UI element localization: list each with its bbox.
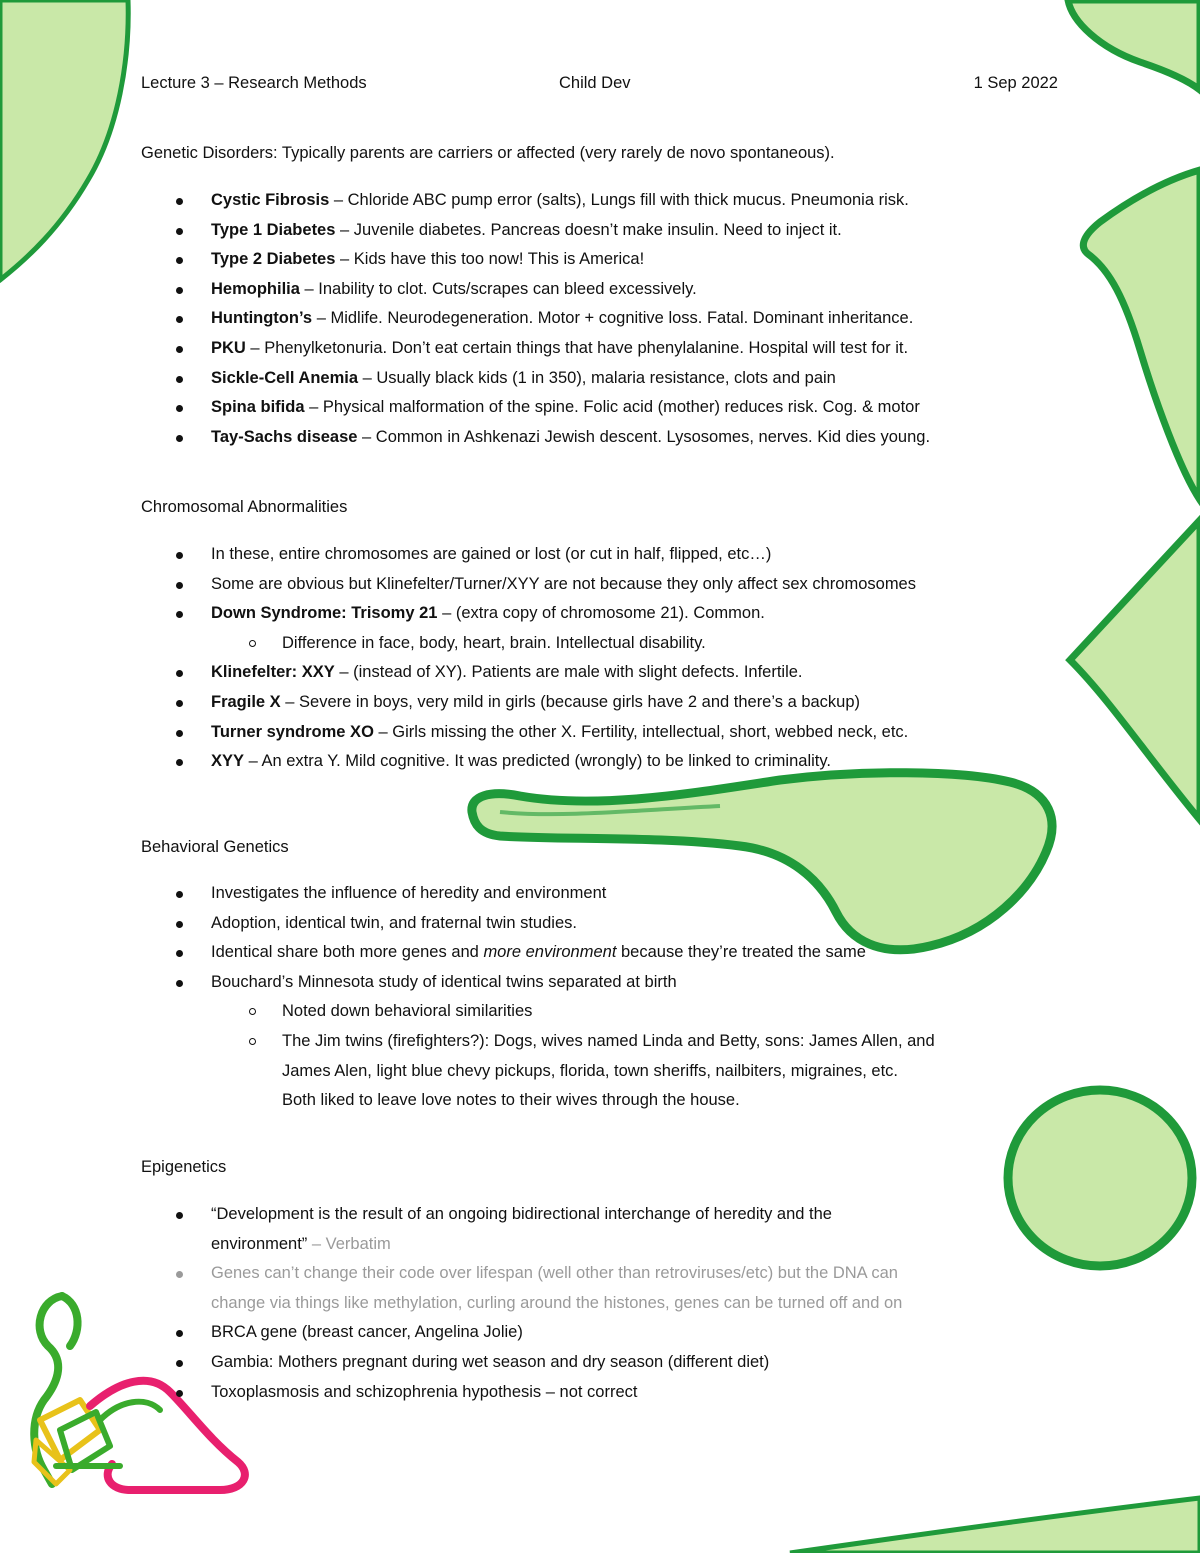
list-item: Bouchard’s Minnesota study of identical twins separated at birth xyxy=(0,968,1071,998)
chromosomal-heading: Chromosomal Abnormalities xyxy=(141,498,348,516)
sub-list-item: Difference in face, body, heart, brain. Intellectual disability. xyxy=(0,629,1142,659)
sub-list-item-continued: James Alen, light blue chevy pickups, florida, town sheriffs, nailbiters, migraines, etc. xyxy=(282,1061,898,1080)
page-header xyxy=(141,74,1058,98)
list-item: Genes can’t change their code over lifespan (well other than retroviruses/etc) but the DNA can xyxy=(0,1259,1071,1289)
list-item: Investigates the influence of heredity and environment xyxy=(0,879,1071,909)
list-item: PKU – Phenylketonuria. Don’t eat certain things that have phenylalanine. Hospital will test for it. xyxy=(0,334,1071,364)
header-course: Child Dev xyxy=(559,74,631,92)
list-item: Adoption, identical twin, and fraternal twin studies. xyxy=(0,909,1071,939)
list-item: “Development is the result of an ongoing bidirectional interchange of heredity and the xyxy=(0,1200,1071,1230)
genetic-disorders-heading: Genetic Disorders: Typically parents are carriers or affected (very rarely de novo spontaneous). xyxy=(141,144,835,162)
sub-list-item: Noted down behavioral similarities xyxy=(0,997,1142,1027)
epigenetics-list xyxy=(0,1200,1071,1407)
list-item: Identical share both more genes and more environment because they’re treated the same xyxy=(0,938,1071,968)
list-item: BRCA gene (breast cancer, Angelina Jolie) xyxy=(0,1318,1071,1348)
list-item: Klinefelter: XXY – (instead of XY). Patients are male with slight defects. Infertile. xyxy=(0,658,1071,688)
list-item: Type 1 Diabetes – Juvenile diabetes. Pancreas doesn’t make insulin. Need to inject it. xyxy=(0,216,1071,246)
header-date: 1 Sep 2022 xyxy=(973,74,1058,92)
behavioral-genetics-list xyxy=(0,879,1142,1116)
sub-list-item-continued: Both liked to leave love notes to their wives through the house. xyxy=(282,1091,740,1110)
list-item: Tay-Sachs disease – Common in Ashkenazi Jewish descent. Lysosomes, nerves. Kid dies young. xyxy=(0,423,1071,453)
behavioral-genetics-heading: Behavioral Genetics xyxy=(141,838,289,856)
list-item: Spina bifida – Physical malformation of the spine. Folic acid (mother) reduces risk. Cog. & motor xyxy=(0,393,1071,423)
list-item: XYY – An extra Y. Mild cognitive. It was predicted (wrongly) to be linked to criminality. xyxy=(0,747,1071,777)
list-item: Huntington’s – Midlife. Neurodegeneration. Motor + cognitive loss. Fatal. Dominant inheritance. xyxy=(0,304,1071,334)
genetic-disorders-list xyxy=(0,186,1071,452)
list-item: Down Syndrome: Trisomy 21 – (extra copy of chromosome 21). Common. xyxy=(0,599,1071,629)
list-item: Sickle-Cell Anemia – Usually black kids (1 in 350), malaria resistance, clots and pain xyxy=(0,364,1071,394)
sub-list-item: The Jim twins (firefighters?): Dogs, wives named Linda and Betty, sons: James Allen, and xyxy=(0,1027,1142,1057)
list-item-continued: change via things like methylation, curling around the histones, genes can be turned off and on xyxy=(211,1293,903,1312)
list-item: Cystic Fibrosis – Chloride ABC pump error (salts), Lungs fill with thick mucus. Pneumonia risk. xyxy=(0,186,1071,216)
list-item: Turner syndrome XO – Girls missing the other X. Fertility, intellectual, short, webbed neck, etc. xyxy=(0,718,1071,748)
list-item: Hemophilia – Inability to clot. Cuts/scrapes can bleed excessively. xyxy=(0,275,1071,305)
list-item: Type 2 Diabetes – Kids have this too now! This is America! xyxy=(0,245,1071,275)
epigenetics-heading: Epigenetics xyxy=(141,1158,227,1176)
header-lecture-title: Lecture 3 – Research Methods xyxy=(141,74,367,92)
list-item-continued: environment” – Verbatim xyxy=(211,1234,391,1253)
list-item: Fragile X – Severe in boys, very mild in girls (because girls have 2 and there’s a backup) xyxy=(0,688,1071,718)
list-item: Some are obvious but Klinefelter/Turner/XYY are not because they only affect sex chromosomes xyxy=(0,570,1071,600)
list-item: In these, entire chromosomes are gained or lost (or cut in half, flipped, etc…) xyxy=(0,540,1071,570)
list-item: Toxoplasmosis and schizophrenia hypothesis – not correct xyxy=(0,1378,1071,1408)
list-item: Gambia: Mothers pregnant during wet season and dry season (different diet) xyxy=(0,1348,1071,1378)
chromosomal-list xyxy=(0,540,1142,777)
